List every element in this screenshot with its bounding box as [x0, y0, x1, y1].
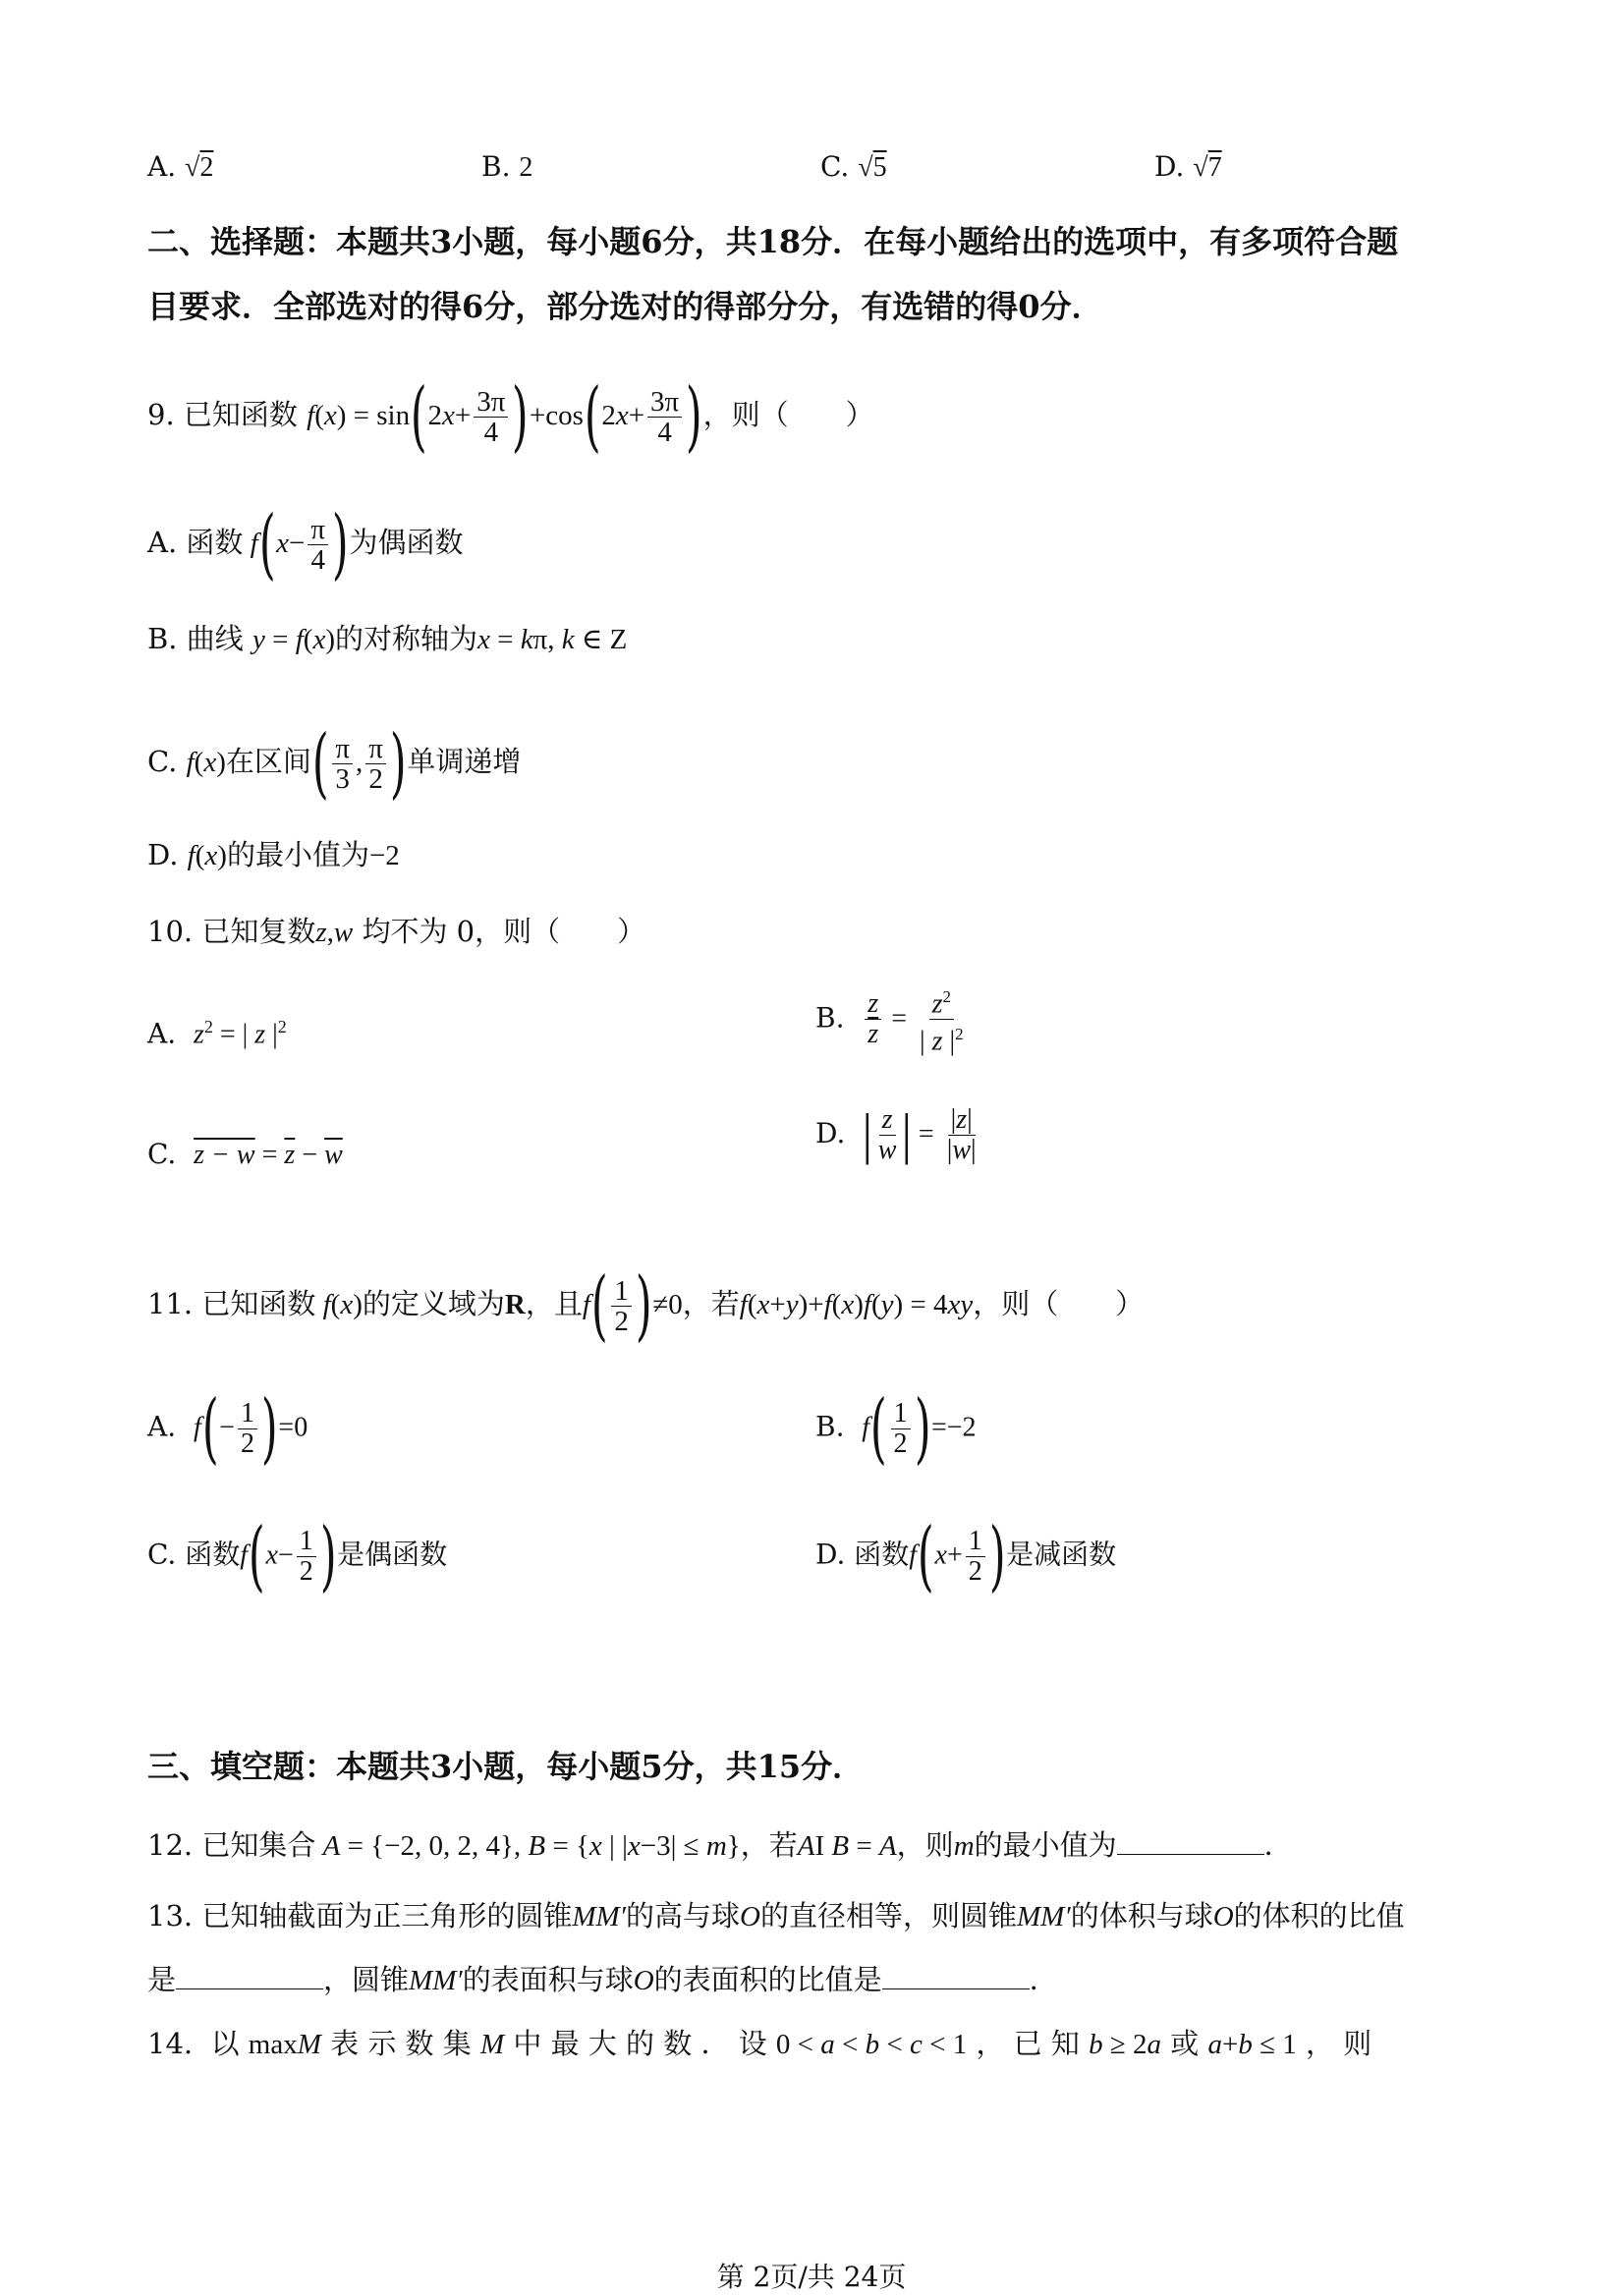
- q11-option-d: D. 函数f(x+ $\frac{1}{2}$ )是减函数: [815, 1512, 1117, 1600]
- section2-header-line2: 目要求．全部选对的得6分，部分选对的得部分分，有选错的得0分．: [147, 288, 1103, 325]
- q11-option-a: A. f(− $\frac{1}{2}$ )=0: [147, 1384, 308, 1473]
- q10-option-d: D. | $\frac{z}{w}$ | = $\frac{|z|}{|w|}$: [815, 1104, 977, 1165]
- q8-option-b: B. 2: [481, 150, 533, 183]
- q14: 14. 以 maxM 表 示 数 集 M 中 最 大 的 数 ． 设 0 < a < b < c < 1 ， 已 知 b ≥ 2a 或 a+b ≤ 1 ， 则: [147, 2027, 1372, 2060]
- q10-option-b: B. $\frac{z}{z}$ = $\frac{z^2}{| z |^2}$: [815, 982, 970, 1057]
- q9-option-c: C. f(x)在区间( $\frac{\pi}{3}$ , $\frac{\pi}{2}$ )单调递增: [147, 719, 522, 808]
- q13-line1: 13. 已知轴截面为正三角形的圆锥MM′的高与球O的直径相等，则圆锥MM′的体积与球O的体积的比值: [147, 1899, 1405, 1932]
- q9-option-b: B. 曲线 y = f(x)的对称轴为x = kπ, k ∈ Z: [147, 622, 628, 655]
- q10-option-c: C. $z - w = \overline{z} - \overline{w}$: [147, 1138, 343, 1170]
- q9-stem: 9. 已知函数 f(x) = sin(2x+ $\frac{3\pi}{4}$ )+cos(2x+ $\frac{3\pi}{4}$ )，则（ ）: [147, 372, 874, 461]
- q11-option-c: C. 函数f(x− $\frac{1}{2}$ )是偶函数: [147, 1512, 448, 1600]
- q9-option-d: D. f(x)的最小值为−2: [147, 838, 400, 871]
- q12-answer-blank[interactable]: [1117, 1828, 1264, 1855]
- q13-answer-blank-1[interactable]: [176, 1963, 323, 1989]
- q13-answer-blank-2[interactable]: [882, 1963, 1030, 1989]
- q10-stem: 10. 已知复数z,w 均不为 0，则（ ）: [147, 915, 646, 948]
- q8-option-a: A. √2: [147, 150, 214, 183]
- q12: 12. 已知集合 A = {−2, 0, 2, 4}, B = {x | |x−3| ≤ m}，若AI B = A，则m的最小值为 ．: [147, 1828, 1293, 1862]
- section3-header: 三、填空题：本题共3小题，每小题5分，共15分．: [147, 1748, 865, 1785]
- q11-stem: 11. 已知函数 f(x)的定义域为R，且f( $\frac{1}{2}$ )≠0，若f(x+y)+f(x)f(y) = 4xy，则（ ）: [147, 1261, 1145, 1350]
- section2-header-line1: 二、选择题：本题共3小题，每小题6分，共18分．在每小题给出的选项中，有多项符合题: [147, 223, 1399, 260]
- q8-option-c: C. √5: [820, 150, 887, 183]
- page-footer: 第 2页/共 24页: [716, 2261, 907, 2293]
- q11-option-b: B. f( $\frac{1}{2}$ )=−2: [815, 1384, 977, 1473]
- q9-option-a: A. 函数 f(x− $\frac{\pi}{4}$ )为偶函数: [147, 500, 464, 588]
- q13-line2: 是 ，圆锥MM′的表面积与球O的表面积的比值是 ．: [147, 1963, 1058, 1996]
- q8-option-d: D. √7: [1154, 150, 1222, 183]
- q10-option-a: A. $z^2$ = | z $|^2$: [147, 1017, 287, 1050]
